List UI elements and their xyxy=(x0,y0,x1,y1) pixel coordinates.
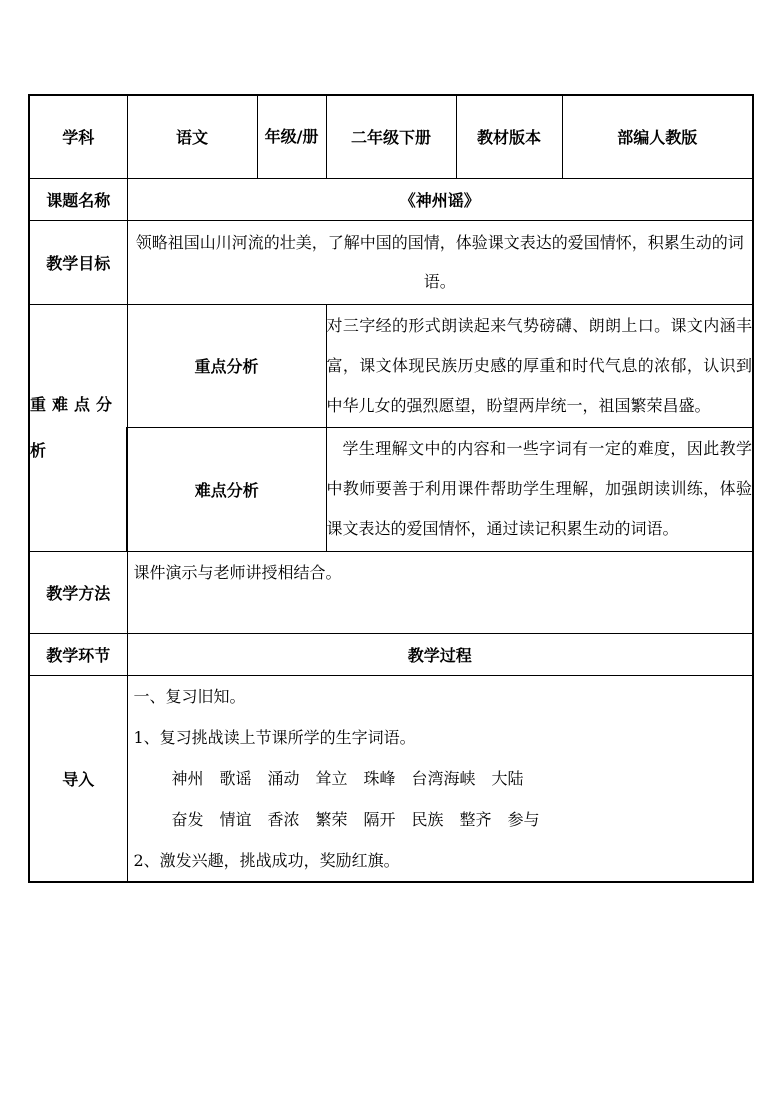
process-label: 教学过程 xyxy=(127,633,753,675)
difficult-analysis-text: 学生理解文中的内容和一些字词有一定的难度，因此教学中教师要善于利用课件帮助学生理解，加强朗读训练，体验课文表达的爱国情怀，通过读记积累生动的词语。 xyxy=(326,427,753,551)
topic-value: 《神州谣》 xyxy=(127,178,753,220)
method-text: 课件演示与老师讲授相结合。 xyxy=(127,551,753,633)
vocab-line: 奋发 情谊 香浓 繁荣 隔开 民族 整齐 参与 xyxy=(171,809,540,829)
key-analysis-label: 重点分析 xyxy=(127,304,326,427)
edition-value: 部编人教版 xyxy=(562,95,753,178)
grade-label: 年级/册 xyxy=(257,95,326,178)
intro-line: 2、激发兴趣，挑战成功，奖励红旗。 xyxy=(133,850,400,870)
method-label: 教学方法 xyxy=(29,551,127,633)
topic-row xyxy=(29,178,753,220)
intro-row xyxy=(29,675,753,882)
key-analysis-row xyxy=(29,304,753,427)
analysis-label: 重难点分析 xyxy=(29,304,127,551)
intro-line: 一、复习旧知。 xyxy=(133,686,246,706)
process-header-row xyxy=(29,633,753,675)
header-row xyxy=(29,95,753,178)
edition-label: 教材版本 xyxy=(456,95,562,178)
subject-value: 语文 xyxy=(127,95,257,178)
method-row xyxy=(29,551,753,633)
subject-label: 学科 xyxy=(29,95,127,178)
goal-label: 教学目标 xyxy=(29,220,127,304)
topic-label: 课题名称 xyxy=(29,178,127,220)
difficult-analysis-row xyxy=(29,427,753,551)
grade-value: 二年级下册 xyxy=(326,95,456,178)
intro-line: 1、复习挑战读上节课所学的生字词语。 xyxy=(133,727,416,747)
vocab-line: 神州 歌谣 涌动 耸立 珠峰 台湾海峡 大陆 xyxy=(171,768,524,788)
key-analysis-text: 对三字经的形式朗读起来气势磅礴、朗朗上口。课文内涵丰富，课文体现民族历史感的厚重和时代气息的浓郁，认识到中华儿女的强烈愿望，盼望两岸统一，祖国繁荣昌盛。 xyxy=(326,304,753,427)
difficult-analysis-label: 难点分析 xyxy=(127,427,326,551)
goal-text: 领略祖国山川河流的壮美，了解中国的国情，体验课文表达的爱国情怀，积累生动的词语。 xyxy=(127,220,753,304)
intro-content xyxy=(127,675,753,882)
lesson-plan-table xyxy=(28,94,754,883)
goal-row xyxy=(29,220,753,304)
intro-label: 导入 xyxy=(29,675,127,882)
stage-label: 教学环节 xyxy=(29,633,127,675)
